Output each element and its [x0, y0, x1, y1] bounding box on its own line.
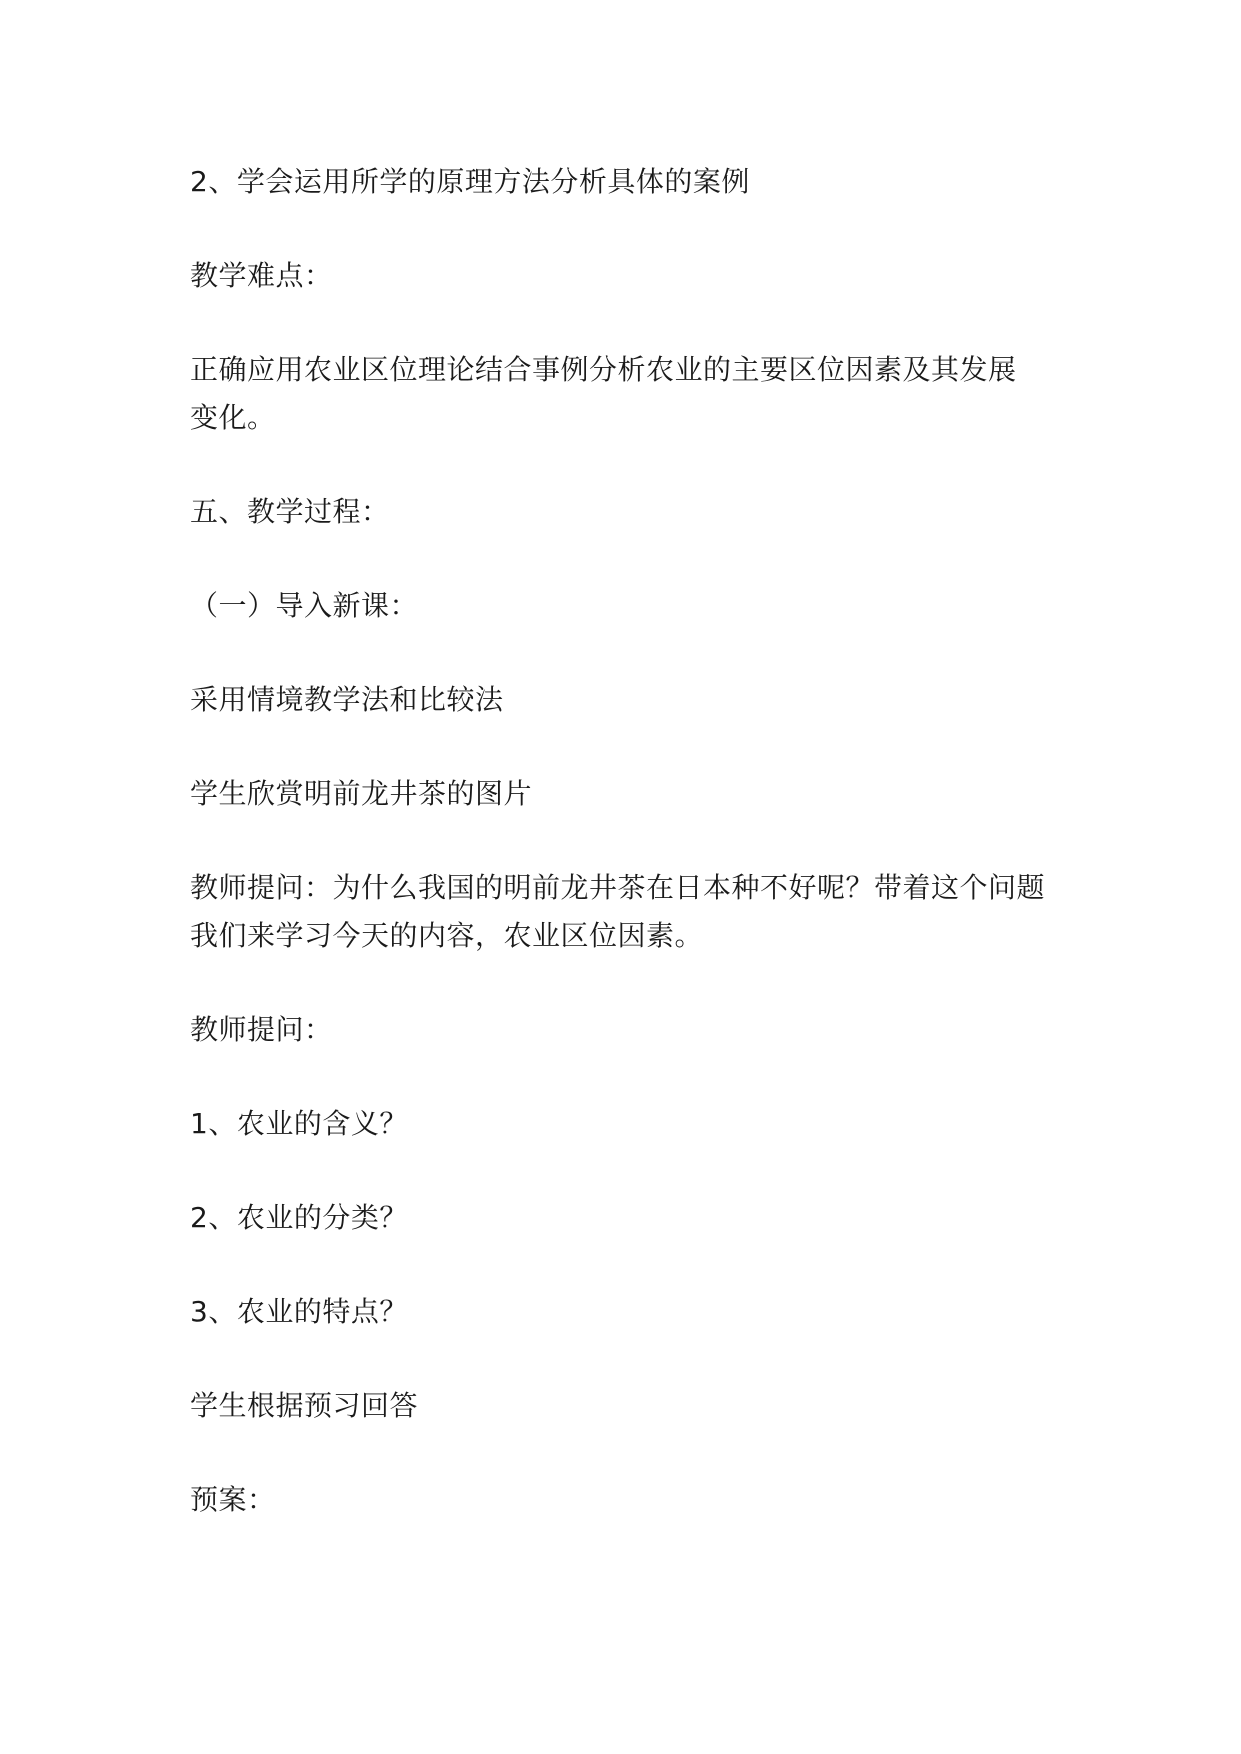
question-item-3: 3、农业的特点？: [190, 1295, 408, 1328]
question-item-2: 2、农业的分类？: [190, 1201, 408, 1234]
student-answer-text: 学生根据预习回答: [190, 1389, 419, 1422]
teacher-question-line-1: 教师提问：为什么我国的明前龙井茶在日本种不好呢？带着这个问题: [190, 871, 1046, 904]
objective-item-2: 2、学会运用所学的原理方法分析具体的案例: [190, 165, 750, 198]
teacher-question-line-2: 我们来学习今天的内容，农业区位因素。: [190, 919, 704, 952]
teacher-question-heading: 教师提问：: [190, 1013, 333, 1046]
method-text: 采用情境教学法和比较法: [190, 683, 504, 716]
subsection-heading-intro: （一）导入新课：: [190, 589, 419, 622]
question-item-1: 1、农业的含义？: [190, 1107, 408, 1140]
section-heading-process: 五、教学过程：: [190, 495, 390, 528]
difficulty-line-1: 正确应用农业区位理论结合事例分析农业的主要区位因素及其发展: [190, 353, 1017, 386]
difficulty-paragraph: [190, 346, 1070, 442]
activity-text: 学生欣赏明前龙井茶的图片: [190, 777, 533, 810]
document-body: [190, 158, 1070, 1570]
difficulty-line-2: 变化。: [190, 401, 276, 434]
section-heading-difficulty: 教学难点：: [190, 259, 333, 292]
teacher-question-paragraph: [190, 864, 1070, 960]
plan-heading: 预案：: [190, 1483, 276, 1516]
